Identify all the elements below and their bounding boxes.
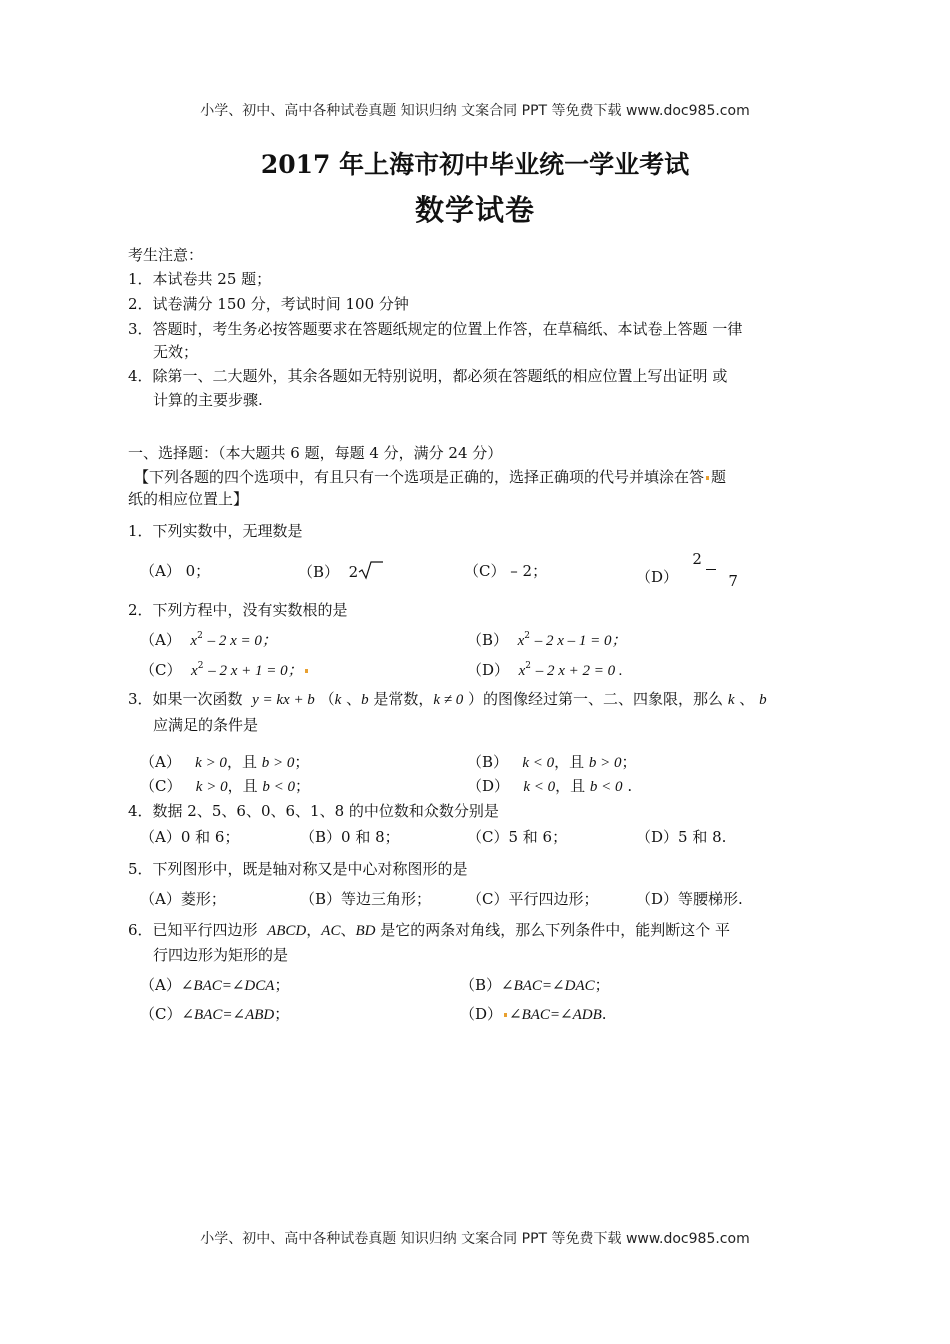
section-instruction-line2: 纸的相应位置上】 <box>128 490 249 508</box>
exam-title: 2017 年上海市初中毕业统一学业考试 <box>260 150 690 179</box>
orange-dot <box>504 1013 507 1017</box>
exponent: 2 <box>524 631 530 641</box>
footer-ad-text: 小学、初中、高中各种试卷真题 知识归纳 文案合同 PPT 等免费下载 www.doc985.com <box>200 1231 750 1247</box>
q1-option-b <box>298 560 384 582</box>
option-label: （A） <box>140 631 181 649</box>
stem-text: 、 <box>346 690 362 708</box>
section-instruction <box>134 466 726 487</box>
angle-expr: ∠BAC=∠ADB <box>509 1007 602 1023</box>
fraction <box>692 550 738 590</box>
q3-option-c <box>140 775 310 796</box>
exponent: 2 <box>525 661 531 671</box>
diagonal-bd: BD <box>355 923 376 939</box>
diagonal-ac: AC <box>321 923 341 939</box>
and-text: ，且 <box>226 753 257 771</box>
option-label: （C） <box>140 1005 182 1023</box>
notice-heading: 考生注意： <box>128 246 204 264</box>
q1-option-c <box>464 560 547 581</box>
q1-option-d <box>636 550 738 590</box>
q5-option-b: （B）等边三角形； <box>300 890 432 908</box>
q4-option-d: （D）5 和 8. <box>636 828 727 846</box>
and-text: ，且 <box>554 753 585 771</box>
option-label: （D） <box>460 1005 503 1023</box>
notice-item: 2．试卷满分 150 分，考试时间 100 分钟 <box>128 295 409 313</box>
stem-text: 6．已知平行四边形 <box>128 921 258 939</box>
option-end: ； <box>274 976 290 994</box>
q6-stem-line2: 行四边形为矩形的是 <box>153 946 289 964</box>
option-label: （B） <box>467 631 509 649</box>
q2-stem: 2．下列方程中，没有实数根的是 <box>128 601 348 619</box>
and-text: ，且 <box>555 777 586 795</box>
stem-text: 、 <box>739 690 755 708</box>
notice-item: 3．答题时，考生务必按答题要求在答题纸规定的位置上作答，在草稿纸、本试卷上答题 一律 <box>128 320 743 338</box>
stem-text: ， <box>306 921 322 939</box>
b-condition: b > 0 <box>588 755 622 771</box>
exponent: 2 <box>197 631 203 641</box>
option-label: （C） <box>140 777 182 795</box>
option-label: （C） <box>140 661 182 679</box>
q4-stem: 4．数据 2、5、6、0、6、1、8 的中位数和众数分别是 <box>128 802 499 820</box>
q5-option-d: （D）等腰梯形. <box>636 890 743 908</box>
q2-option-a <box>140 629 277 650</box>
option-label: （B） <box>460 976 502 994</box>
equation-rest: – 2 x + 2 = 0 . <box>535 663 623 679</box>
var-x: x <box>190 633 198 649</box>
k-condition: k > 0 <box>195 755 227 771</box>
q3-option-b <box>467 751 637 772</box>
option-value: 0； <box>185 562 211 580</box>
q6-option-c <box>140 1003 289 1024</box>
exponent: 2 <box>197 661 204 671</box>
equation-rest: – 2 x – 1 = 0； <box>534 633 627 649</box>
notice-item: 计算的主要步骤. <box>153 391 263 409</box>
stem-text: 3．如果一次函数 <box>128 690 243 708</box>
q3-stem <box>128 688 767 709</box>
stem-text: （ <box>319 690 335 708</box>
option-label: （D） <box>467 777 510 795</box>
stem-text: 是它的两条对角线，那么下列条件中，能判断这个 平 <box>380 921 731 939</box>
var-k: k <box>727 692 735 708</box>
option-label: （A） <box>140 753 181 771</box>
option-label: （B） <box>298 563 340 581</box>
option-end: ； <box>295 777 311 795</box>
q3-option-d <box>467 775 632 796</box>
condition-expr: k ≠ 0 <box>433 692 464 708</box>
option-label: （A） <box>140 562 181 580</box>
function-expr: y = kx + b <box>252 692 315 708</box>
and-text: ，且 <box>227 777 258 795</box>
option-end: ； <box>594 976 610 994</box>
q3-stem-line2: 应满足的条件是 <box>153 716 259 734</box>
q1-stem: 1．下列实数中，无理数是 <box>128 522 303 540</box>
numerator: 2 <box>692 550 702 568</box>
var-b: b <box>759 692 767 708</box>
var-b: b <box>361 692 369 708</box>
q6-option-a <box>140 974 289 995</box>
option-end: . <box>622 777 633 795</box>
q2-option-d <box>467 659 623 680</box>
q4-option-b: （B）0 和 8； <box>300 828 400 846</box>
instruction-text-end: 题 <box>711 468 727 486</box>
orange-dot <box>305 669 308 673</box>
stem-text: ）的图像经过第一、二、四象限，那么 <box>468 690 724 708</box>
fraction-bar <box>706 569 716 570</box>
angle-expr: ∠BAC=∠ABD <box>181 1007 275 1023</box>
stem-text: 、 <box>340 921 356 939</box>
q5-option-c: （C）平行四边形； <box>467 890 599 908</box>
q1-option-a <box>140 560 210 581</box>
b-condition: b > 0 <box>261 755 295 771</box>
q4-option-a: （A）0 和 6； <box>140 828 240 846</box>
k-condition: k < 0 <box>523 779 556 795</box>
q2-option-b <box>467 629 627 650</box>
var-x: x <box>191 663 198 679</box>
exam-subtitle: 数学试卷 <box>414 193 535 227</box>
b-condition: b < 0 <box>589 779 623 795</box>
q5-option-a: （A）菱形； <box>140 890 226 908</box>
section-heading: 一、选择题：（本大题共 6 题，每题 4 分，满分 24 分） <box>128 444 503 462</box>
q6-option-b <box>460 974 610 995</box>
option-end: . <box>601 1005 607 1023</box>
shape-name: ABCD <box>267 923 307 939</box>
option-label: （A） <box>140 976 181 994</box>
header-ad-text: 小学、初中、高中各种试卷真题 知识归纳 文案合同 PPT 等免费下载 www.doc985.com <box>200 103 750 119</box>
option-label: （D） <box>467 661 510 679</box>
q3-option-a <box>140 751 309 772</box>
k-condition: k < 0 <box>522 755 555 771</box>
var-k: k <box>334 692 342 708</box>
option-end: ； <box>274 1005 290 1023</box>
equation-rest: – 2 x + 1 = 0； <box>208 663 303 679</box>
q6-option-d <box>460 1003 607 1024</box>
sqrt-icon <box>358 560 384 580</box>
instruction-text: 【下列各题的四个选项中，有且只有一个选项是正确的，选择正确项的代号并填涂在答 <box>134 468 705 486</box>
notice-item: 1．本试卷共 25 题； <box>128 270 272 288</box>
option-label: （D） <box>636 568 679 586</box>
k-condition: k > 0 <box>195 779 228 795</box>
option-value: 2 <box>348 563 359 581</box>
b-condition: b < 0 <box>262 779 295 795</box>
notice-item: 无效； <box>153 343 199 361</box>
orange-dot <box>706 476 709 480</box>
option-end: ； <box>294 753 310 771</box>
q6-stem <box>128 919 730 940</box>
notice-item: 4．除第一、二大题外，其余各题如无特别说明，都必须在答题纸的相应位置上写出证明 或 <box>128 367 728 385</box>
option-label: （C） <box>464 562 506 580</box>
var-x: x <box>517 633 525 649</box>
stem-text: 是常数， <box>373 690 434 708</box>
q2-option-c <box>140 659 310 680</box>
denominator: 7 <box>728 572 738 590</box>
equation-rest: – 2 x = 0； <box>207 633 277 649</box>
angle-expr: ∠BAC=∠DCA <box>180 978 275 994</box>
angle-expr: ∠BAC=∠DAC <box>501 978 595 994</box>
option-label: （B） <box>467 753 509 771</box>
q5-stem: 5．下列图形中，既是轴对称又是中心对称图形的是 <box>128 860 468 878</box>
var-x: x <box>518 663 526 679</box>
option-value: – 2； <box>510 562 548 580</box>
option-end: ； <box>621 753 637 771</box>
q4-option-c: （C）5 和 6； <box>467 828 568 846</box>
